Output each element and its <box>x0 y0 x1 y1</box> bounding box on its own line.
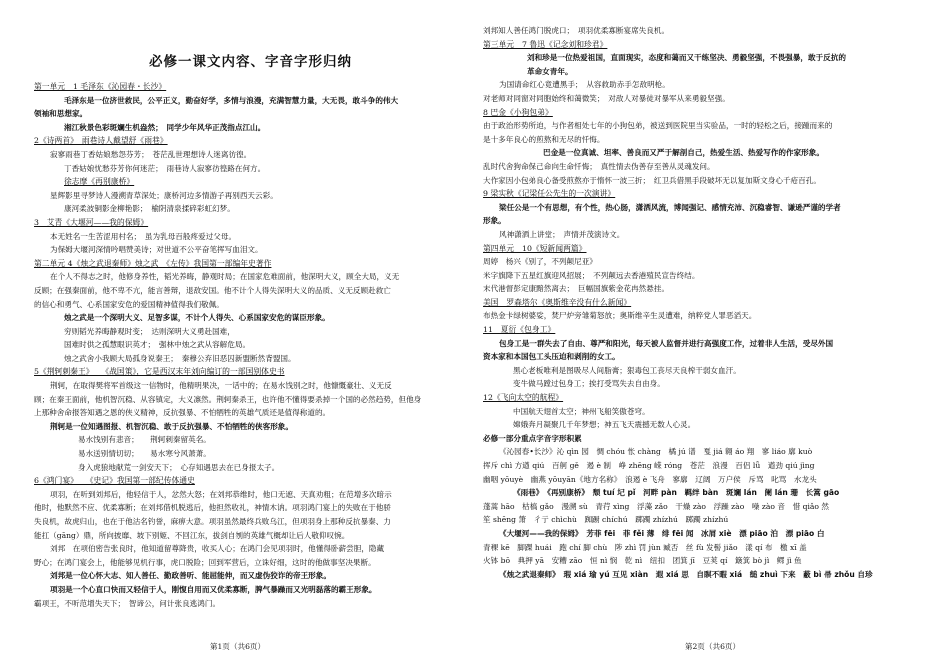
section-heading: 8 巴金《小狗包弟》 <box>483 107 553 117</box>
text-line: 反顾；在强秦面前，他不卑不亢，能言善辩，退敌安国。他不计个人得失深明大义的品质、义无反顾赴救亡 <box>34 285 391 295</box>
text-line: 寂寥雨巷丁香姑娘愁怨芬芳； 苍茫乱世理想诗人迷离彷徨。 <box>50 149 252 159</box>
text-line: 霸项王，不听范增失天下； 智谛公，问计张良逃鸿门。 <box>34 598 221 608</box>
text-line: 项羽是一个心直口快而又轻信于人，刚愎自用而又优柔寡断，脾气暴躁而又光明磊落的霸王形象。 <box>50 584 377 594</box>
text-line: 领袖和思想家。 <box>34 109 88 119</box>
text-line: 毛泽东是一位济世救民，公平正义，勤奋好学，多情与浪漫，充满智慧力量，大无畏，敢斗争的伟大 <box>64 95 399 105</box>
text-line: 是十多年良心的煎熬和无尽的忏悔。 <box>483 134 605 144</box>
text-line: 青稞 kē 脚踝 huái 跑 chí 脚 chù 陟 zhì 罚 jùn 臧否 丝 fù 发髻 jiǎo 漾 qí 布 檄 xī 盖 <box>483 542 807 552</box>
text-line: 身入虎狼地献荒一剑安天下； 心存知遇思去在已身报太子。 <box>78 462 280 472</box>
text-line: 国难时供之孤慧眼识英才； 强林中烛之武从容解危局。 <box>64 340 251 350</box>
text-line: 他时，他默然不应、优柔寡断；在刘邦借机脱逃后，他担然收礼，神情木讷。项羽鸿门宴上的失败在于他骄 <box>34 503 391 513</box>
text-line: 为保姆大堰河深情吟唱赞美诗；对世道不公平奋笔挥写血泪文。 <box>50 245 263 255</box>
text-line: 《雨巷》 《再别康桥》 颓 tuí 圮 pǐ 河畔 pàn 羁绊 bàn 斑斓 lán 阑 lán 珊 长篙 gāo <box>513 488 840 498</box>
text-line: 梁任公是一个有思想，有个性，热心肠，潇洒风流，博闻强记、感情充沛、沉稳睿智、谦逊严谨的学者 <box>499 202 841 212</box>
text-line: 湘江秋景色彩斑斓生机盎然； 同学少年风华正茂指点江山。 <box>64 122 266 132</box>
page-2-text <box>483 24 922 581</box>
text-line: 《大堰河——我的保姆》 芳菲 fēi 菲 fěi 薄 绯 fēi 闻 冰屑 xiè 漂 piāo 泊 漂 piāo 白 <box>499 528 825 538</box>
text-line: 项羽，在听到刘邦后，他轻信于人，忿然大怒；在刘邦恭维时，他口无遮、天真劝粗；在范增多次暗示 <box>50 489 392 499</box>
text-line: 周婷 杨兴《别了，不列颠尼亚》 <box>483 257 597 267</box>
text-line: 末代港督彭定康黯然离去； 巨幅国旗紫金花冉然悬挂。 <box>483 284 670 294</box>
text-line: 刘邦 在项伯密告张良时，他知道留尊降贵，收买人心；在鸿门会见项羽时，他懂得卧薪尝胆，隐藏 <box>50 544 385 554</box>
page-1-text <box>34 80 467 610</box>
section-heading: 徐志摩《再别康桥》 <box>64 177 135 187</box>
page-1-footer: 第1页（共6页） <box>209 642 266 651</box>
text-line: 乱时代舍狗命保己命向生命忏悔； 真性情去伪善存至善从灵魂发问。 <box>483 161 715 171</box>
text-line: 形象。 <box>483 216 506 226</box>
text-line: 荆轲是一位知遇图报、机智沉稳、敢于反抗强暴、不怕牺牲的侠客形象。 <box>50 421 293 431</box>
section-heading: 第三单元 7 鲁迅《记念刘和珍君》 <box>483 39 608 49</box>
text-line: 在个人不得志之时，他修身养性，韬光养晦，静观时局；在国家危难面前，他深明大义，顾全大局，义无 <box>50 272 400 282</box>
text-line: 为国请命红心竟遭黑手； 从容救助赤手怎敌明枪。 <box>499 80 670 90</box>
text-line: 失良机，故虎归山，也在于他沽名钓誉，麻痹大意。项羽虽然最终兵败乌江，但项羽身上那种反抗暴秦、力 <box>34 517 391 526</box>
text-line: 火钵 bō 典押 yā 安糟 zāo 恒 nì 悯 乾 nì 纽扣 团箕 jī 豆荚 qí 簸箕 bò jì 鳏 jì 鱼 <box>483 556 802 566</box>
text-line: 米字旗降下五星红旗迎风招展； 不列颠远去香港殖民宣告终结。 <box>483 270 700 280</box>
document-title: 必修一课文内容、字音字形归纳 <box>149 54 352 70</box>
text-line: 烛之武舍小我顾大局孤身说秦王； 秦穆公弃旧恶囚新盟断然背盟国。 <box>64 353 296 363</box>
text-line: 荆轲，在取得樊将军首级这一信物时，他精明果决，一话中的；在易水饯别之时，他慷慨豪壮、义无反 <box>50 381 392 391</box>
text-line: 布热金卡绿树婆娑，焚尸炉旁雏菊怒放；奥斯维辛生灵遭难，纳粹党人罪恶滔天。 <box>483 311 757 321</box>
text-line: 本无姓名一生苦涩用村名； 虽为乳母百般疼爱过父母。 <box>50 231 237 241</box>
text-line: 嫦娥奔月凝聚几千年梦想；神五飞天震撼无数人心灵。 <box>513 420 696 430</box>
text-line: 风神潇洒上讲堂； 声情并茂演诗文。 <box>499 229 625 239</box>
text-line: 变牛做马蹚过包身工；挨打受骂失去自由身。 <box>513 379 665 389</box>
section-heading: 2《诗两首》 雨巷诗人戴望舒《雨巷》 <box>34 136 168 146</box>
text-line: 对老师对同窗对同胞始终和蔼微笑； 对敌人对暴徒对暴军从来勇毅坚强。 <box>483 93 730 103</box>
text-line: 的信心和勇气、心系国家安危的爱国精神值得我们敬佩。 <box>34 299 224 309</box>
text-line: 易水送别情切切； 易水寒兮风萧萧。 <box>78 449 211 459</box>
text-line: 必修一部分重点字音字形积累 <box>483 433 582 443</box>
page-1-column <box>34 0 467 658</box>
page-2 <box>475 0 950 658</box>
text-line: 笙 shēng 箫 彳亍 chìchù 踟蹰 chíchú 踯躅 zhízhú 踯躅 zhízhú <box>483 515 729 525</box>
text-line: 巴金是一位真诚、坦率、善良而又严于解剖自己，热爱生活、热爱写作的作家形象。 <box>543 148 824 158</box>
text-line: 穷则韬光养晦静观时变； 达则深明大义勇赴国难， <box>64 326 235 336</box>
section-heading: 6《鸿门宴》 《史记》我国第一部纪传体通史 <box>34 476 195 486</box>
text-line: 上那种舍命报答知遇之恩的侠义精神，反抗强暴、不怕牺牲的英雄气质还是值得称道的。 <box>34 408 331 418</box>
text-line: 烛之武是一个深明大义、足智多谋，不计个人得失、心系国家安危的谋臣形象。 <box>64 313 330 323</box>
section-heading: 第二单元 4《烛之武退秦师》烛之武 《左传》我国第一部编年史著作 <box>34 258 272 268</box>
section-heading: 12《飞向太空的航程》 <box>483 393 564 403</box>
text-line: 丁香姑娘忧愁芬芳你何迷茫； 雨巷诗人寂寥彷徨路在何方。 <box>64 163 266 173</box>
section-heading: 5《荆轲刺秦王》 《战国策》，它是西汉末年刘向编订的一部国别体史书 <box>34 367 285 377</box>
text-line: 顾；在秦王面前，他机智沉稳、从容镇定，大义凛然。荆轲秦杀王，也许他不懂得要杀掉一个国的必然趋势，但他身 <box>34 394 422 404</box>
page-2-column <box>483 0 922 658</box>
text-line: 中国航天翅首太空；神州飞船笑傲苍穹。 <box>513 406 650 416</box>
text-line: 野心；在鸿门宴会上，他能够见机行事，虎口脱险；回到军营后，立诛好细，这时的他做事坚决果断。 <box>34 557 376 567</box>
section-heading: 美国 罗森塔尔《奥斯维辛没有什么新闻》 <box>483 297 632 307</box>
section-heading: 第四单元 10《短新闻两篇》 <box>483 243 587 253</box>
text-line: 挥斥 chì 方遒 qiú 百舸 gě 遏 è 制 峥 zhēng 嵘 róng 苍茫 浪漫 百侣 lǚ 遒劲 qiú jìng <box>483 461 815 470</box>
text-line: 能扛（gāng）鼎，所向披靡、坡下别姬、不回江东，拔剑自刎的英雄气概却让后人敬仰叹惋。 <box>34 530 350 540</box>
section-heading: 3 艾青《大堰河——我的保姆》 <box>34 217 149 227</box>
text-line: 大作家因小包弟良心备受煎熬亦于惰怀一波三折； 红卫兵借黑手段破坏无以复加斯文身心千疮百孔。 <box>483 175 821 185</box>
text-line: 幽咽 yōuyè 幽燕 yōuyān《地方名称》 浪遏 è 飞舟 寥廓 辽阔 万户侯 斥骂 叱骂 水龙头 <box>483 474 817 484</box>
section-heading: 第一单元 1 毛泽东《沁园春・长沙》 <box>34 82 167 91</box>
page-2-footer: 第2页（共6页） <box>684 642 741 651</box>
text-line: 黑心老板唯利是图吸尽人间脂膏；狠毒包工丧尽天良榨干弱女血汗。 <box>513 365 741 375</box>
section-heading: 11 夏衍《包身工》 <box>483 325 556 335</box>
text-line: 《沁园春•长沙》沁 qìn 园 惆 chóu 怅 chàng 橘 jú 谱 戛 jiá 翱 áo 翔 寥 liáo 廓 kuò <box>499 447 813 457</box>
text-line: 包身工是一群失去了自由、尊严和阳光，每天被人监督并进行高强度工作，过着非人生活，受尽外国 <box>499 338 834 348</box>
text-line: 《烛之武退秦师》 瑕 xiá 瑜 yú 互见 xiàn 遐 xiá 思 自瞑不暇 xiá 缒 zhuì 下来 蔽 bì 帚 zhǒu 自珍 <box>499 569 873 579</box>
text-line: 资本家和本国包工头压迫和剥削的女工。 <box>483 352 620 362</box>
text-line: 刘邦知人善任鸿门脱虎口； 项羽优柔寡断宴席失良机。 <box>483 26 670 35</box>
text-line: 由于政治形势所迫，与作者相处七年的小狗包弟，被送到医院里当实验品，一时的轻松之后，接踵而来的 <box>483 121 833 131</box>
text-line: 刘邦是一位心怀大志、知人善任、勤政善听、能屈能伸，而又虚伪狡诈的帝王形象。 <box>50 571 331 581</box>
text-line: 星辉影里寻梦诗人漫溯青草深处；康桥河边多情游子再别西天云彩。 <box>50 190 278 200</box>
text-line: 蓬蒿 hāo 枯槁 gǎo 漫溯 sù 青荇 xìng 浮藻 zǎo 干燥 zào 浮躁 zào 噪 zào 音 惜 qiǎo 然 <box>483 501 829 511</box>
section-heading: 9 梁实秋《记梁任公先生的一次演讲》 <box>483 189 616 199</box>
text-line: 革命女青年。 <box>527 66 573 76</box>
text-line: 易水饯别有悲音； 荆轲刺秦留英名。 <box>78 435 211 445</box>
text-line: 康河柔波铜影金柳艳影； 榆阴清泉揉碎彩虹幻梦。 <box>64 204 235 214</box>
text-line: 刘和珍是一位热爱祖国，直面现实，态度和蔼而又干练坚决、勇毅坚强，不畏强暴，敢于反抗的 <box>527 53 846 63</box>
